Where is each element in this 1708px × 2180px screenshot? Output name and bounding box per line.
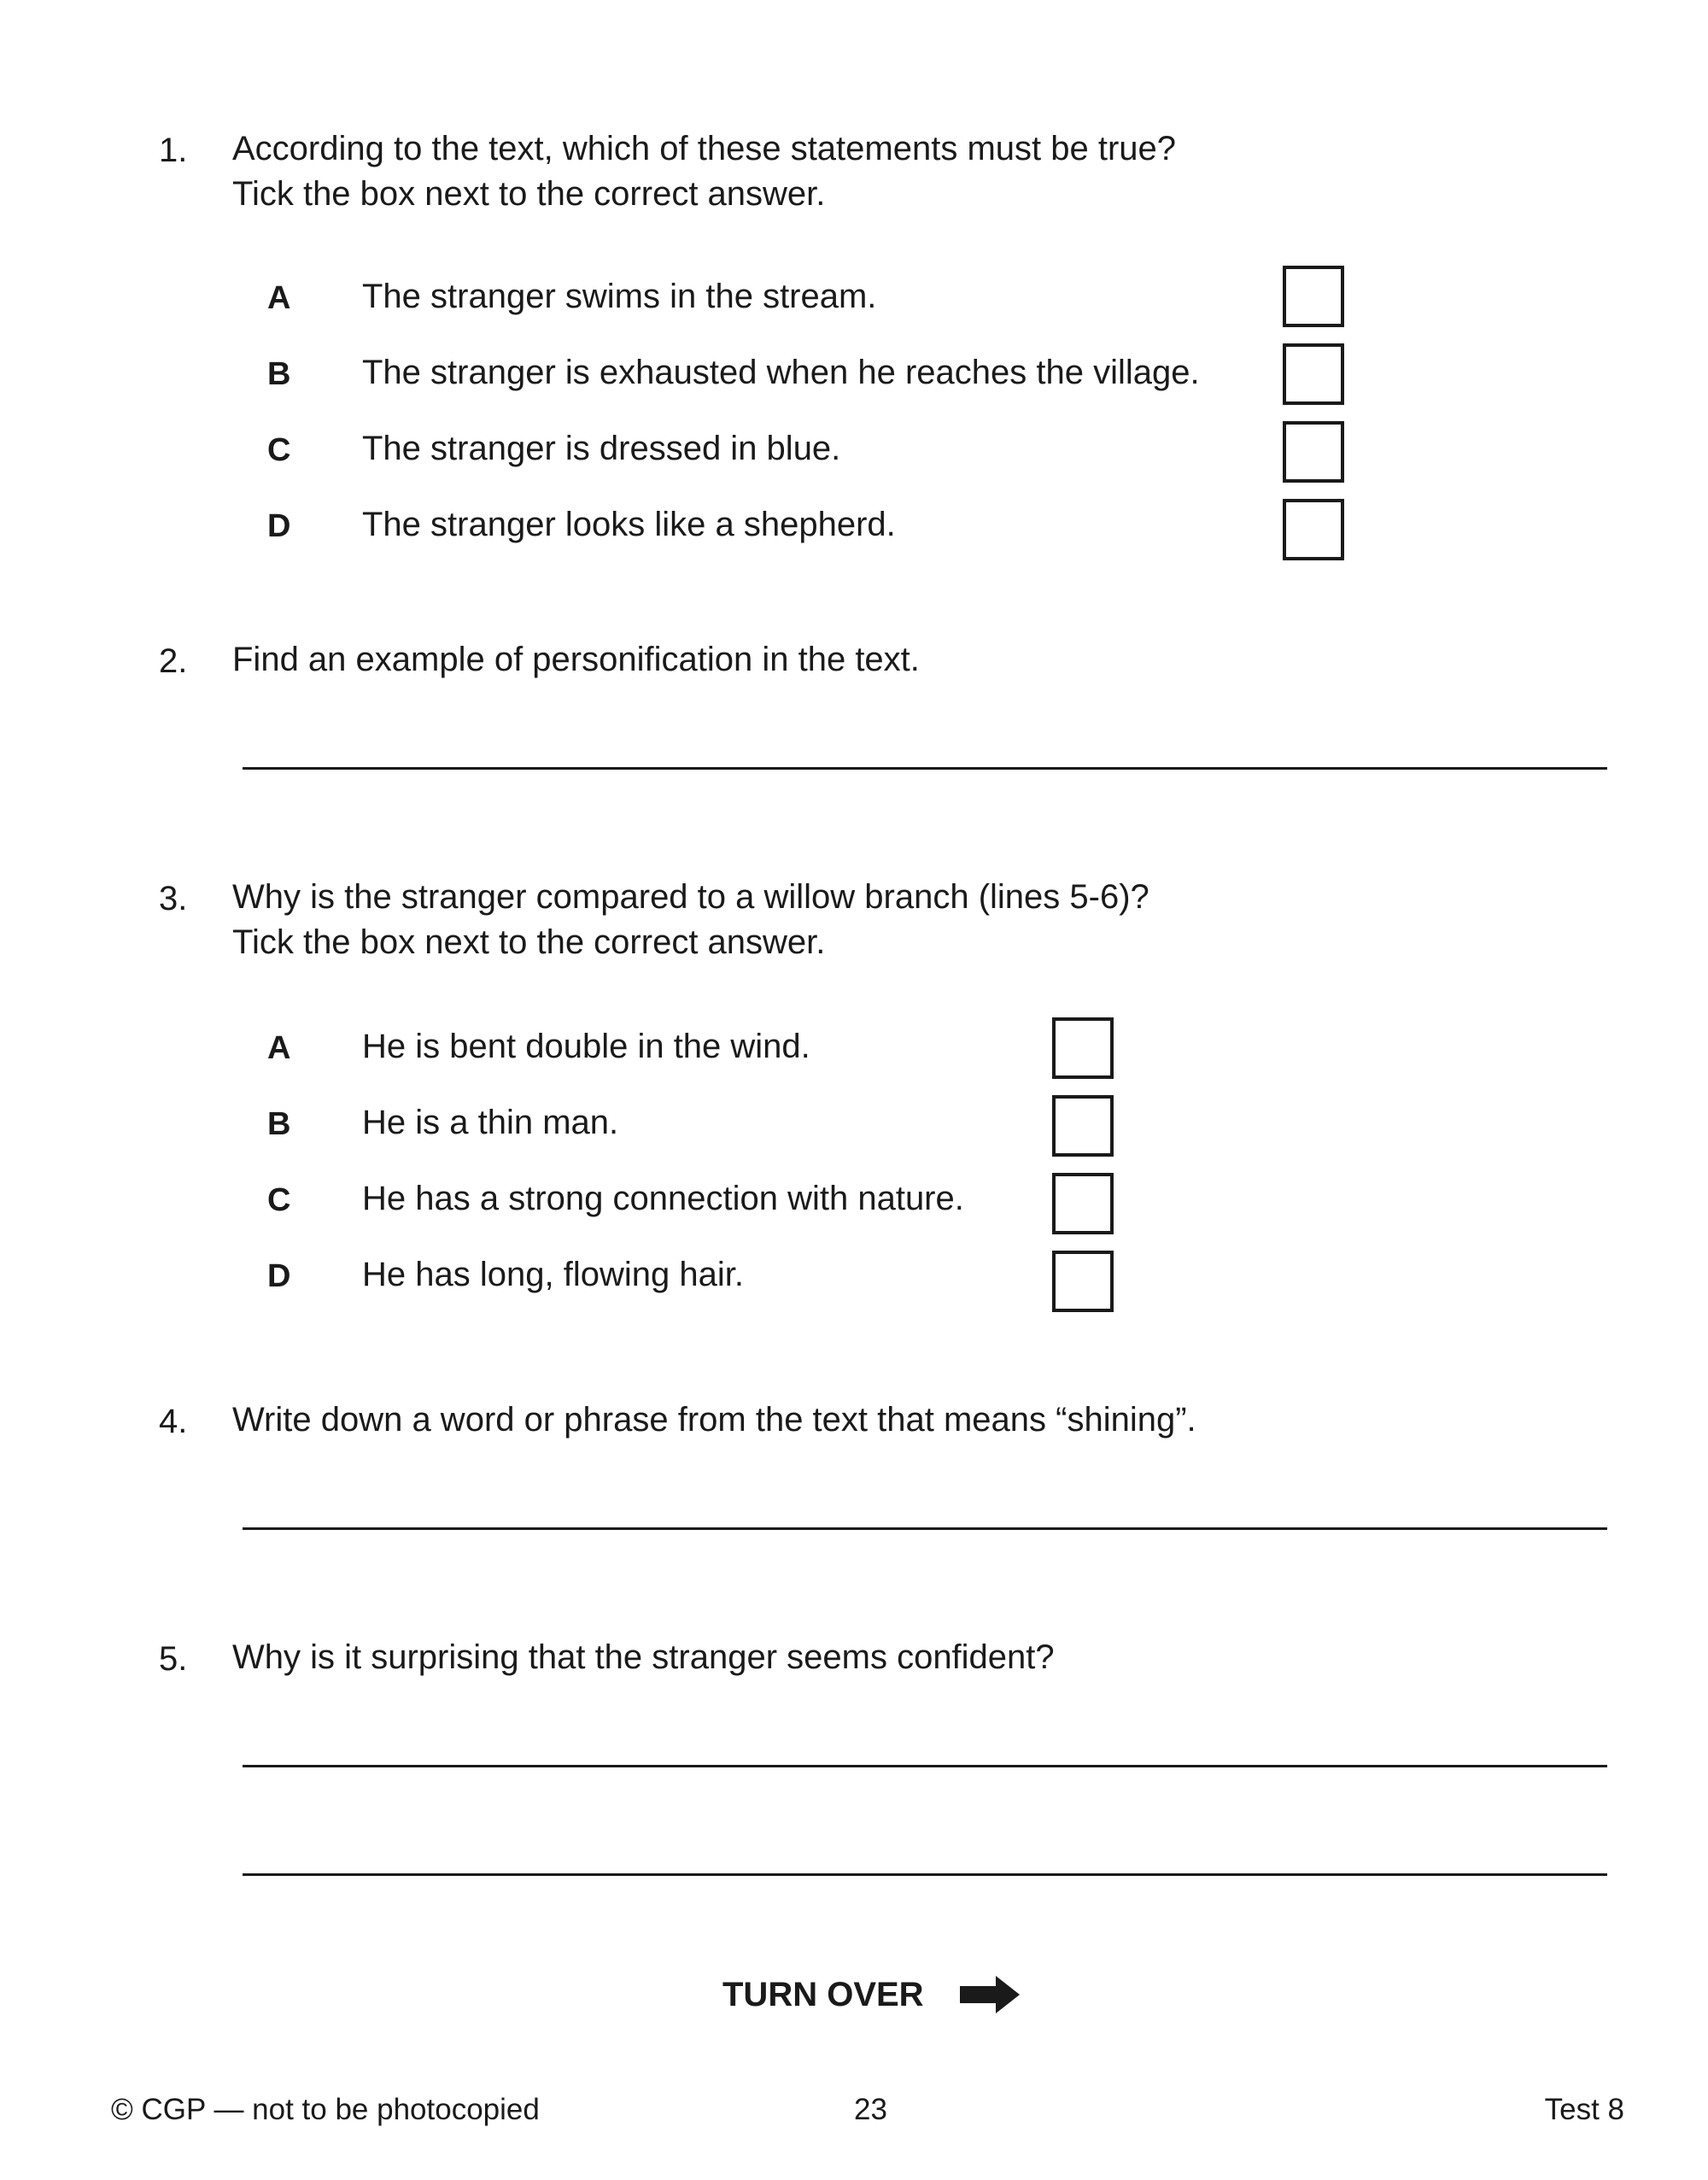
question-number: 2.	[159, 642, 188, 680]
question-number: 5.	[159, 1640, 188, 1678]
question-number: 1.	[159, 132, 188, 169]
option-letter: C	[267, 432, 291, 468]
option-text: The stranger is dressed in blue.	[362, 430, 841, 467]
answer-line[interactable]	[243, 767, 1607, 770]
option-letter: B	[267, 1106, 291, 1142]
tick-box[interactable]	[1052, 1173, 1114, 1234]
option-text: The stranger swims in the stream.	[362, 278, 877, 315]
question-line: Find an example of personification in the text.	[232, 641, 920, 678]
option-text: The stranger is exhausted when he reaches the village.	[362, 354, 1200, 391]
question-line: Tick the box next to the correct answer.	[232, 175, 826, 213]
footer-copyright: © CGP — not to be photocopied	[111, 2093, 540, 2126]
tick-box[interactable]	[1283, 343, 1344, 405]
option-letter: D	[267, 1258, 291, 1294]
question-number: 3.	[159, 880, 188, 917]
option-letter: B	[267, 356, 291, 392]
option-letter: C	[267, 1182, 291, 1218]
question-text	[232, 126, 1176, 217]
tick-box[interactable]	[1283, 499, 1344, 560]
question-line: Tick the box next to the correct answer.	[232, 923, 826, 961]
question-text	[232, 875, 1149, 965]
option-text: He is a thin man.	[362, 1104, 619, 1141]
question-text	[232, 637, 920, 683]
question-text	[232, 1398, 1196, 1443]
turn-over	[722, 1973, 1020, 2016]
tick-box[interactable]	[1283, 266, 1344, 327]
answer-line[interactable]	[243, 1527, 1607, 1530]
arrow-right-icon	[960, 1976, 1020, 2013]
tick-box[interactable]	[1283, 421, 1344, 483]
tick-box[interactable]	[1052, 1251, 1114, 1312]
question-line: Write down a word or phrase from the text that means “shining”.	[232, 1401, 1196, 1439]
question-number: 4.	[159, 1403, 188, 1440]
option-text: He has a strong connection with nature.	[362, 1180, 964, 1217]
answer-line[interactable]	[243, 1765, 1607, 1767]
option-letter: A	[267, 280, 291, 316]
footer-page-number: 23	[854, 2093, 887, 2126]
option-letter: A	[267, 1030, 291, 1066]
tick-box[interactable]	[1052, 1017, 1114, 1079]
question-line: According to the text, which of these statements must be true?	[232, 130, 1177, 167]
option-letter: D	[267, 508, 291, 544]
footer-test-label: Test 8	[1544, 2093, 1624, 2126]
question-line: Why is the stranger compared to a willow branch (lines 5-6)?	[232, 878, 1149, 916]
option-text: The stranger looks like a shepherd.	[362, 506, 896, 543]
option-text: He is bent double in the wind.	[362, 1028, 810, 1065]
option-text: He has long, flowing hair.	[362, 1256, 744, 1293]
question-text	[232, 1635, 1055, 1680]
tick-box[interactable]	[1052, 1095, 1114, 1157]
answer-line[interactable]	[243, 1873, 1607, 1876]
question-line: Why is it surprising that the stranger seems confident?	[232, 1638, 1055, 1676]
turn-over-label: TURN OVER	[722, 1976, 924, 2013]
